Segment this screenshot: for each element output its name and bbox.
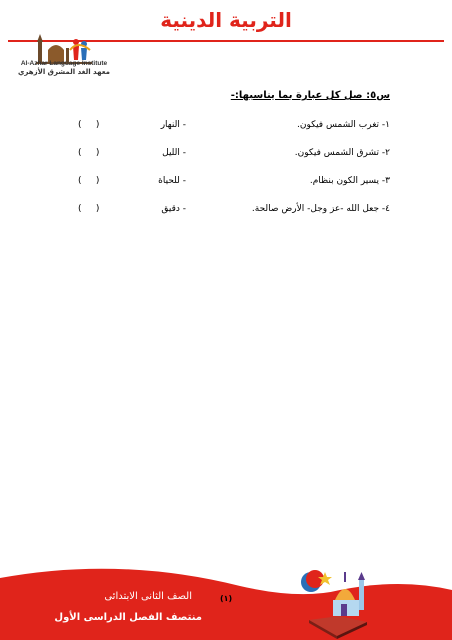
item-sentence: ٣- يسير الكون بنظام. (309, 176, 390, 186)
item-sentence: ١- تغرب الشمس فيكون. (296, 120, 390, 130)
item-answer: - الليل (162, 148, 186, 158)
logo-english-text: Al-Azhar Language Institute (20, 60, 108, 67)
answer-blank: ( ) (78, 204, 100, 214)
list-item (70, 204, 390, 218)
list-item (70, 120, 390, 134)
answer-blank: ( ) (78, 120, 100, 130)
item-answer: - للحياة (158, 176, 186, 186)
mosque-book-icon (295, 560, 375, 640)
answer-blank: ( ) (78, 176, 100, 186)
page-number: (١) (220, 594, 233, 603)
item-sentence: ٤- جعل الله -عز وجل- الأرض صالحة. (251, 204, 390, 214)
footer-term: منتصف الفصل الدراسى الأول (54, 612, 202, 623)
item-answer: - دقيق (161, 204, 186, 214)
list-item (70, 148, 390, 162)
item-sentence: ٢- تشرق الشمس فيكون. (294, 148, 390, 158)
item-answer: - النهار (160, 120, 186, 130)
footer-grade: الصف الثانى الابتدائى (104, 591, 192, 602)
logo-arabic-text: معهد الغد المشرق الأزهري (17, 68, 110, 76)
answer-blank: ( ) (78, 148, 100, 158)
page-title: التربية الدينية (160, 8, 292, 32)
list-item (70, 176, 390, 190)
question-title: س٥: صل كل عبارة بما يناسبها:- (230, 90, 390, 101)
